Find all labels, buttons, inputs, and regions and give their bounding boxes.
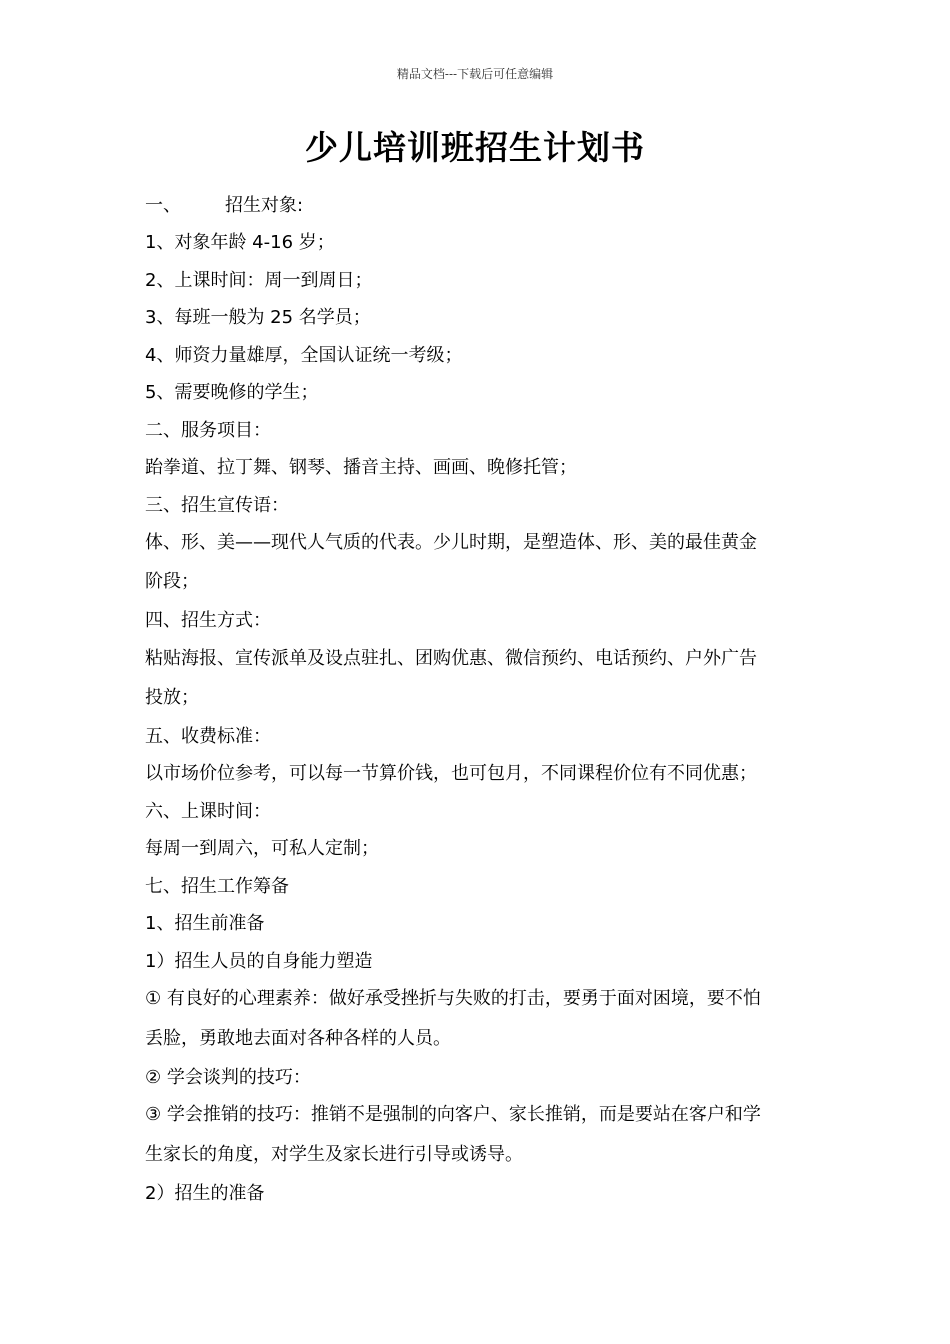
paragraph-line: 粘贴海报、宣传派单及设点驻扎、团购优惠、微信预约、电话预约、户外广告 <box>145 648 757 669</box>
section-number: 一、 <box>145 195 181 216</box>
section-heading-6: 六、上课时间： <box>145 801 271 822</box>
section-heading-1 <box>145 193 810 219</box>
paragraph-line: ③ 学会推销的技巧：推销不是强制的向客户、家长推销，而是要站在客户和学 <box>145 1104 761 1125</box>
paragraph-line: 1、对象年龄 4-16 岁； <box>145 232 335 253</box>
subsection-heading: 1）招生人员的自身能力塑造 <box>145 951 373 972</box>
paragraph-line: 投放； <box>145 687 199 708</box>
paragraph-line: 4、师资力量雄厚，全国认证统一考级； <box>145 345 463 366</box>
section-heading-4: 四、招生方式： <box>145 610 271 631</box>
subsection-heading: 1、招生前准备 <box>145 913 265 934</box>
section-heading-2: 二、服务项目： <box>145 420 271 441</box>
section-title: 招生对象: <box>225 195 304 216</box>
paragraph-line: 以市场价位参考，可以每一节算价钱，也可包月，不同课程价位有不同优惠； <box>145 763 757 784</box>
paragraph-line: ① 有良好的心理素养：做好承受挫折与失败的打击，要勇于面对困境，要不怕 <box>145 988 761 1009</box>
paragraph-line: 3、每班一般为 25 名学员； <box>145 307 371 328</box>
paragraph-line: 阶段； <box>145 571 199 592</box>
paragraph-line: 生家长的角度，对学生及家长进行引导或诱导。 <box>145 1144 523 1165</box>
paragraph-line: 体、形、美——现代人气质的代表。少儿时期，是塑造体、形、美的最佳黄金 <box>145 532 757 553</box>
document-title: 少儿培训班招生计划书 <box>305 128 645 167</box>
paragraph-line: 跆拳道、拉丁舞、钢琴、播音主持、画画、晚修托管； <box>145 457 577 478</box>
section-heading-7: 七、招生工作筹备 <box>145 876 289 897</box>
section-heading-3: 三、招生宣传语： <box>145 495 289 516</box>
paragraph-line: 5、需要晚修的学生； <box>145 382 319 403</box>
paragraph-line: 2、上课时间：周一到周日； <box>145 270 373 291</box>
paragraph-line: ② 学会谈判的技巧： <box>145 1067 311 1088</box>
subsection-heading: 2）招生的准备 <box>145 1183 265 1204</box>
page-header-watermark: 精品文档---下载后可任意编辑 <box>396 67 554 81</box>
section-heading-5: 五、收费标准： <box>145 726 271 747</box>
paragraph-line: 每周一到周六，可私人定制； <box>145 838 379 859</box>
paragraph-line: 丢脸，勇敢地去面对各种各样的人员。 <box>145 1028 451 1049</box>
